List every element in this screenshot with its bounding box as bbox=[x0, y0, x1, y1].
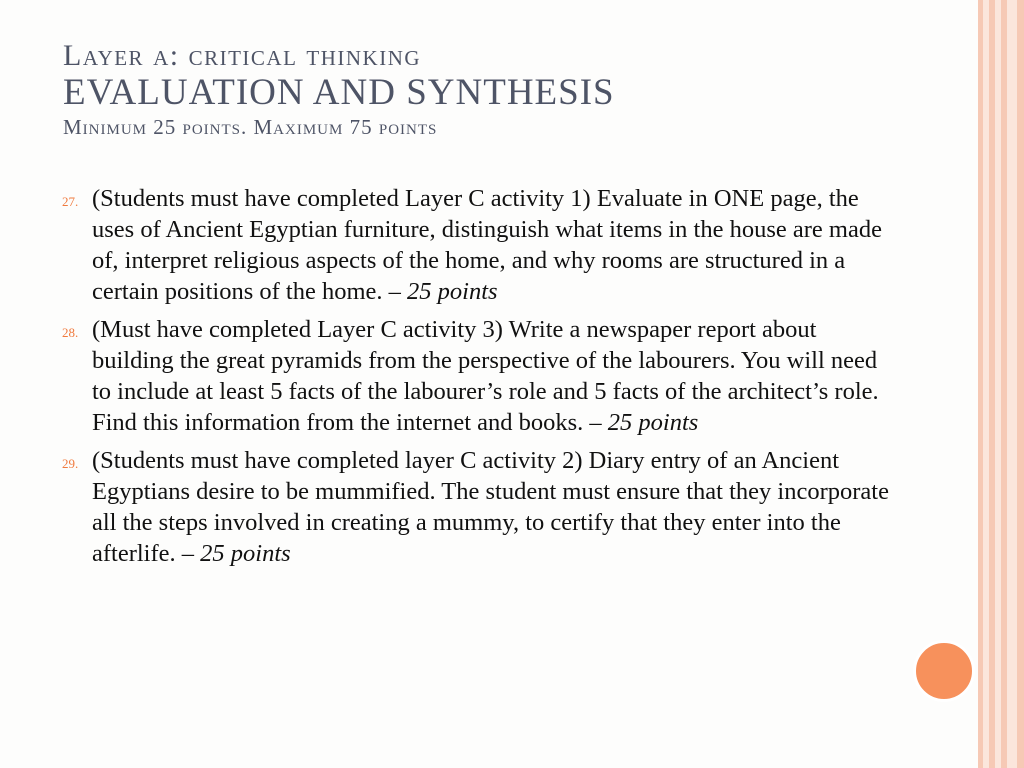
list-number: 28. bbox=[62, 325, 79, 340]
title-line-1: Layer a: critical thinking bbox=[63, 39, 422, 72]
decorative-stripe bbox=[1007, 0, 1017, 768]
decorative-circle bbox=[913, 640, 975, 702]
list-item-text bbox=[92, 314, 892, 438]
title-line-2: EVALUATION AND SYNTHESIS bbox=[63, 72, 615, 113]
points-label: 25 points bbox=[200, 540, 291, 567]
decorative-stripe bbox=[995, 0, 1001, 768]
list-item-body: (Students must have completed layer C activity 2) Diary entry of an Ancient Egyptians desire to be mummified. The student must ensure that they incorporate all the steps involved in creating a mummy, to certify that they enter into the afterlife. – bbox=[92, 447, 889, 567]
list-item-text bbox=[92, 445, 892, 569]
numbered-list bbox=[62, 183, 892, 576]
subtitle: Minimum 25 points. Maximum 75 points bbox=[63, 115, 438, 139]
points-label: 25 points bbox=[407, 278, 498, 305]
list-item bbox=[62, 183, 892, 307]
decorative-stripe bbox=[983, 0, 989, 768]
list-item-body: (Must have completed Layer C activity 3) Write a newspaper report about building the great pyramids from the perspective of the labourers. You will need to include at least 5 facts of the labourer’s role and 5 facts of the architect’s role. Find this information from the internet and books. – bbox=[92, 316, 879, 436]
list-number: 29. bbox=[62, 456, 79, 471]
list-number: 27. bbox=[62, 194, 79, 209]
list-item bbox=[62, 314, 892, 438]
list-item-text bbox=[92, 183, 892, 307]
list-item bbox=[62, 445, 892, 569]
list-item-body: (Students must have completed Layer C activity 1) Evaluate in ONE page, the uses of Ancient Egyptian furniture, distinguish what items in the house are made of, interpret religious aspects of the home, and why rooms are structured in a certain positions of the home. – bbox=[92, 185, 882, 305]
slide-title bbox=[63, 38, 943, 141]
points-label: 25 points bbox=[607, 409, 699, 436]
